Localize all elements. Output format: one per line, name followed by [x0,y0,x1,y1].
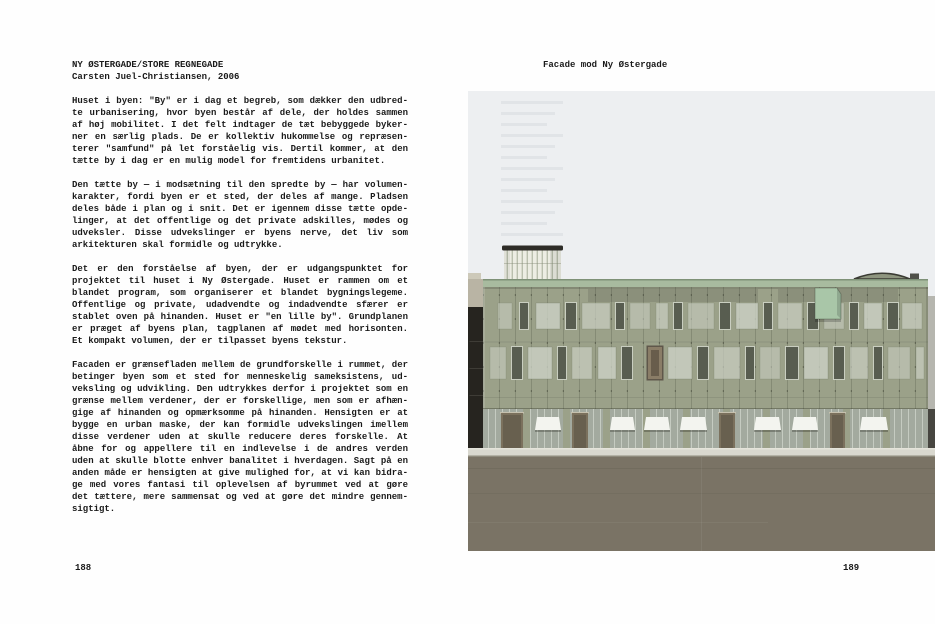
storefront-level [483,408,928,448]
text-line: udveksler. Disse udvekslinger er byens nerve, det liv som [72,228,408,238]
text-line: det tættere, mere sammensat og ved at gøre det mindre gennem- [72,492,408,502]
text-line: Et kompakt volumen, der er tilpasset byens tekstur. [72,336,348,346]
text-line: er præget af byens plan, tagplanen af mødet med horisonten. [72,324,408,334]
text-line: terer "samfund" på let forståelig vis. Dertil kommer, at den [72,144,408,154]
text-line: ner en særlig plads. De er kollektiv hukommelse og repræsen- [72,132,408,142]
figure-caption: Facade mod Ny Østergade [543,60,668,70]
paragraph [72,359,408,515]
text-line: Facaden er grænsefladen mellem de grundforskelle i rummet, der [72,360,408,370]
text-line: projektet til huset i Ny Østergade. Huset er rammen om et [72,276,408,286]
text-line: uden at skulle blotte enhver banalitet i hverdagen. Sagt på en [72,456,408,466]
text-line: af høj mobilitet. I det felt indtager de tæt bebyggede byker- [72,120,408,130]
facade-figure [468,91,935,551]
body-text [72,95,408,515]
paragraph [72,263,408,347]
paragraph [72,179,408,251]
text-line: Huset i byen: "By" er i dag et begreb, som dækker den udbred- [72,96,408,106]
text-line: Den tætte by — i modsætning til den spredte by — har volumen- [72,180,408,190]
text-line: grænse mellem verdener, der er forskellige, men som er afhæn- [72,396,408,406]
text-line: veksling og udvikling. Den udtrykkes derfor i projektet som en [72,384,408,394]
text-line: bygge en urban maske, der kan formidle udvekslingen imellem [72,420,408,430]
facade-rendering-svg [468,91,935,551]
paragraph [72,95,408,167]
text-line: gige af hinanden og opmærksomme på hinanden. Hensigten er at [72,408,408,418]
text-line: betinger byen som et sted for menneskelig sameksistens, ud- [72,372,408,382]
text-line: anden måde er hensigten at give mulighed for, at vi kan bidra- [72,468,408,478]
text-line: Offentlige og private, udadvendte og indadvendte sfærer er [72,300,408,310]
text-line: ge med vores fantasi til oplevelsen af byrummet ved at gøre [72,480,408,490]
text-line: åbne for og appellere til en indlevelse i de andres verden [72,444,408,454]
text-line: linger, at det offentlige og det private adskilles, mødes og [72,216,408,226]
text-line: te urbanisering, hvor byen består af dele, der holdes sammen [72,108,408,118]
page-number-left: 188 [75,563,92,573]
article-header [72,59,408,83]
article-byline: Carsten Juel-Christiansen, 2006 [72,72,240,82]
left-text-column [72,59,408,527]
text-line: Det er den forståelse af byen, der er udgangspunktet for [72,264,408,274]
text-line: arkitekturen skal formidle og udtrykke. [72,240,283,250]
article-title: NY ØSTERGADE/STORE REGNEGADE [72,60,224,70]
green-bay-window [815,288,841,322]
text-line: disse verdener uden at skulle reducere deres forskelle. At [72,432,408,442]
text-line: karakter, fordi byen er et sted, der deles af mange. Pladsen [72,192,408,202]
rooftop-tower [502,246,563,280]
foreground-wall [468,457,935,551]
pavement [468,448,935,457]
page-number-right: 189 [843,563,860,573]
text-line: blandet program, som organiserer et blandet bygningslegeme. [72,288,408,298]
text-line: deles både i plan og i snit. Det er igennem disse tætte opde- [72,204,408,214]
text-line: sigtigt. [72,504,116,514]
text-line: stablet oven på hinanden. Huset er "en lille by". Grundplanen [72,312,408,322]
text-line: tætte by i dag er en mulig model for fremtidens urbanitet. [72,156,386,166]
